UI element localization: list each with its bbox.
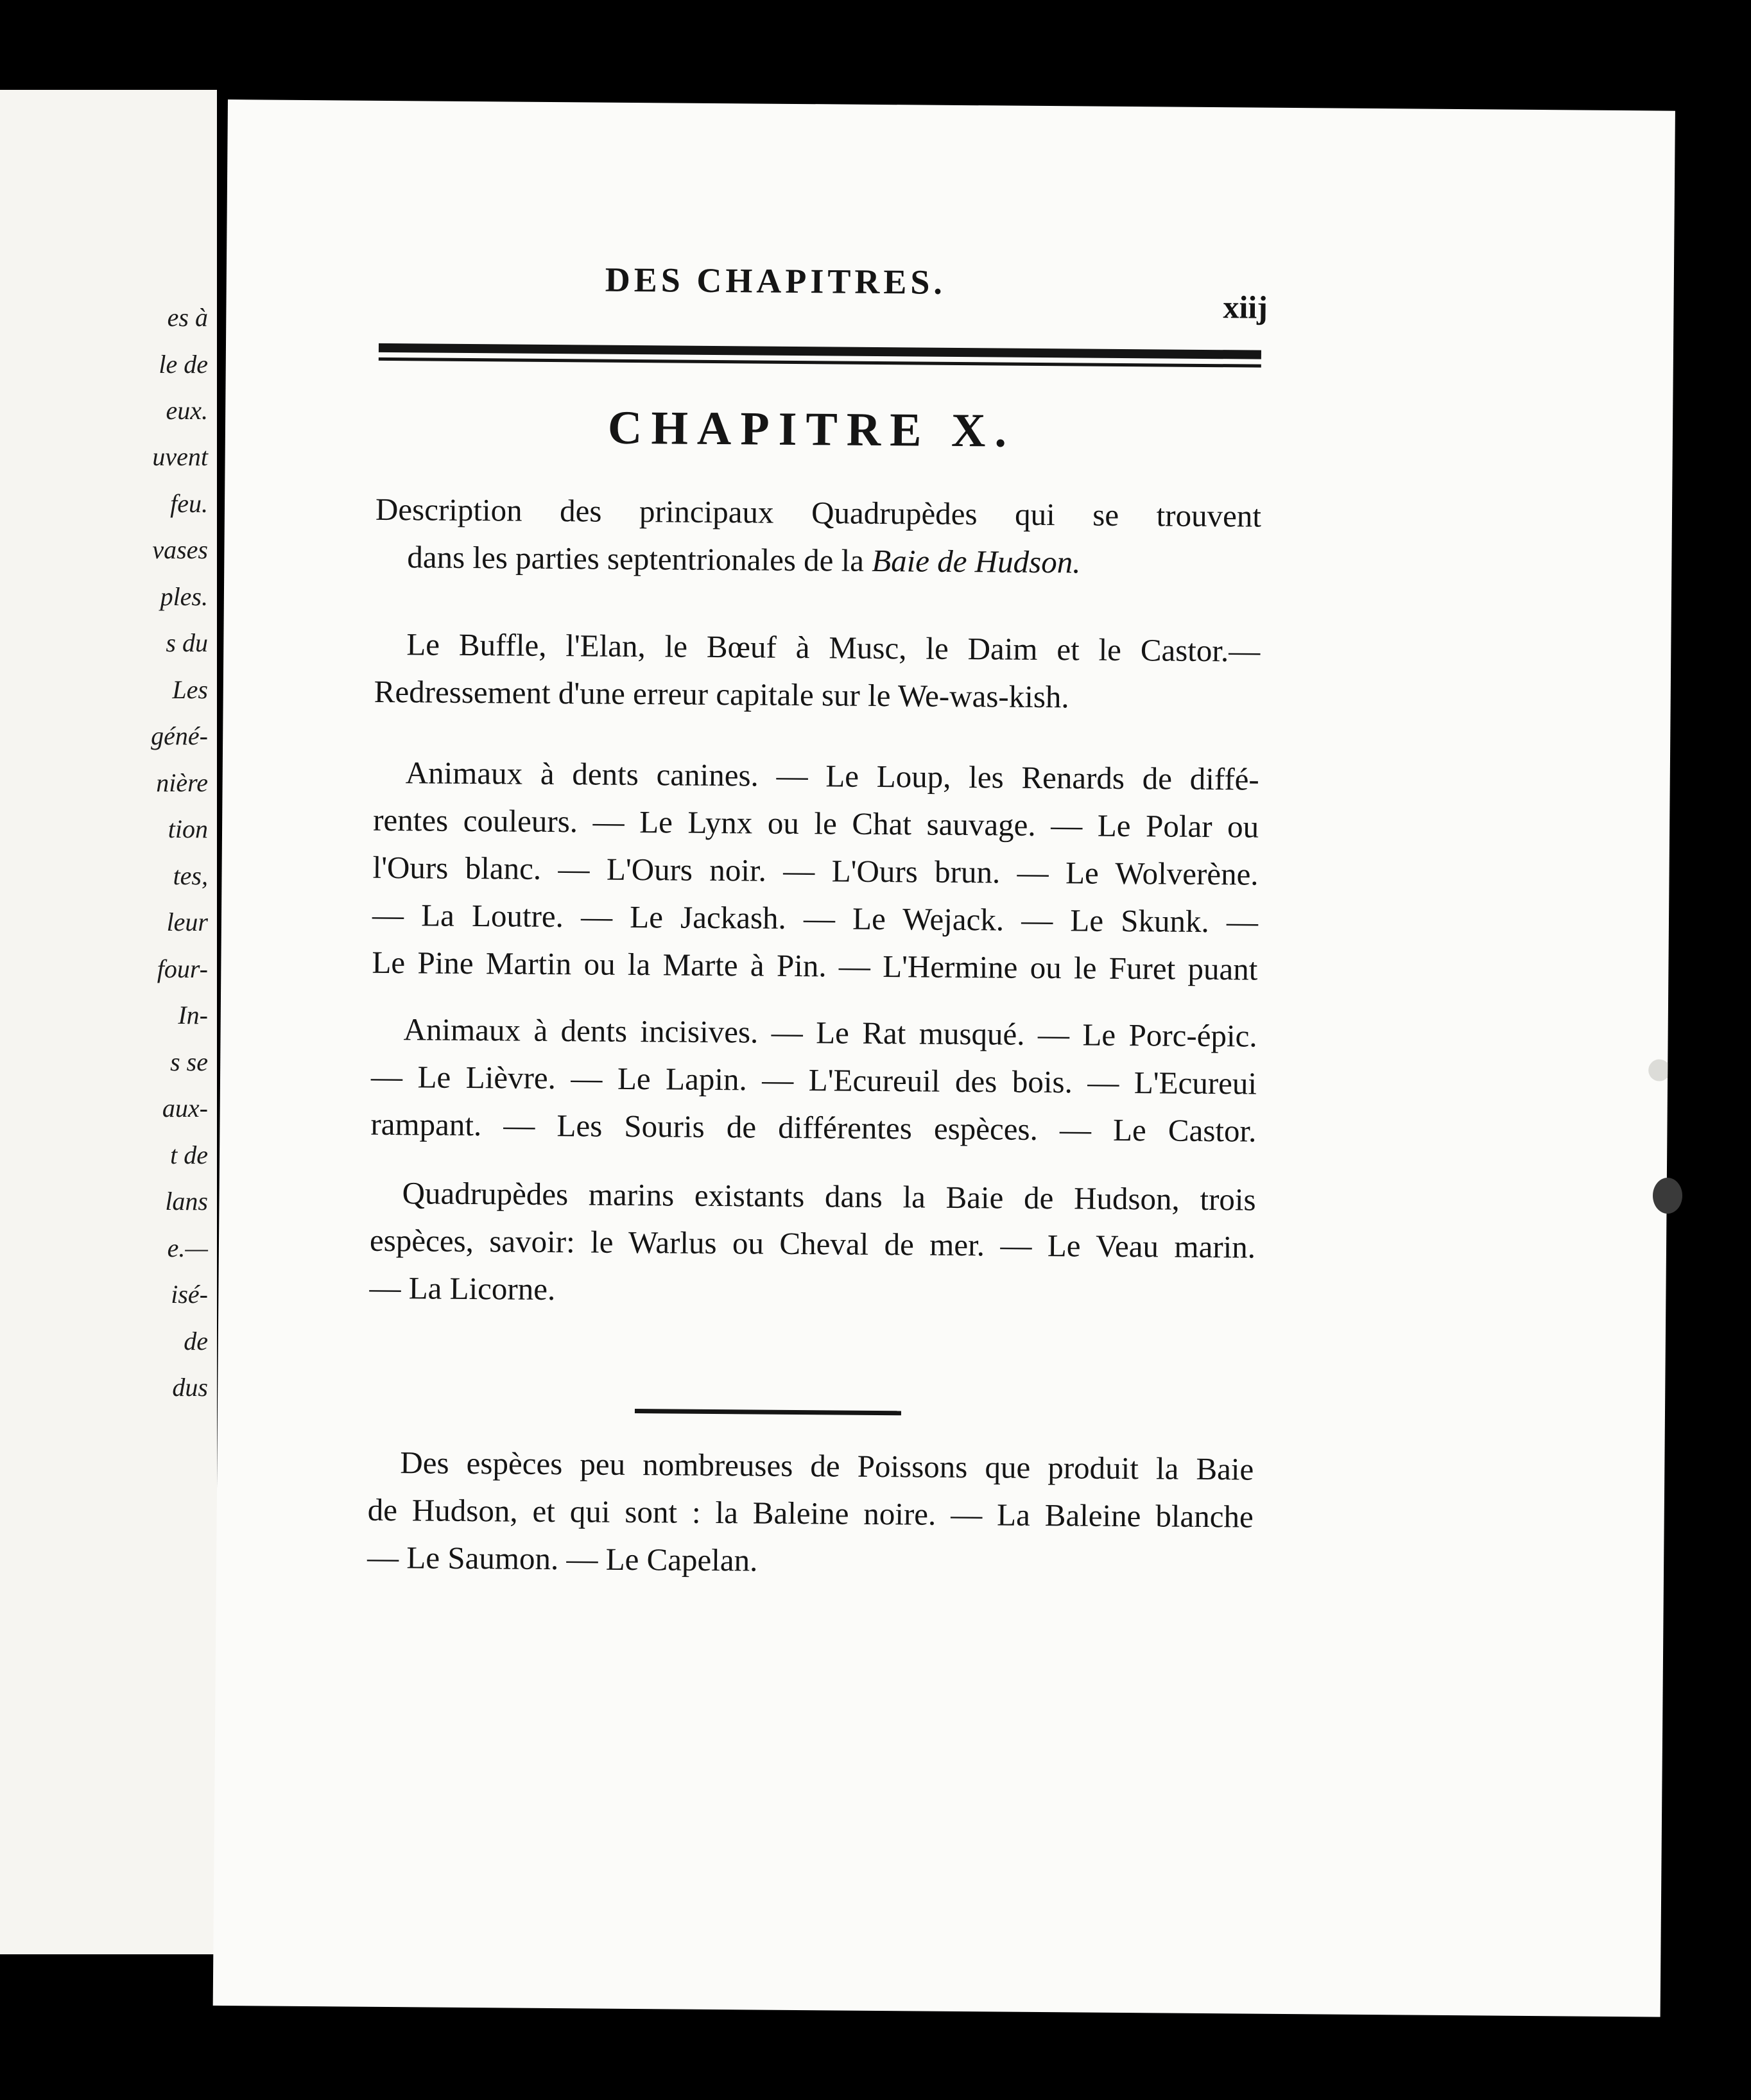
- facing-page-line: s du: [166, 628, 208, 657]
- section-separator: [635, 1409, 901, 1415]
- chapter-description-text: dans les parties septentrionales de la: [407, 539, 872, 578]
- facing-page-line: le de: [159, 350, 208, 379]
- summary-line: — Le Lièvre. — Le Lapin. — L'Ecureuil des bois. — L'Ecureui: [370, 1058, 1257, 1101]
- summary-line: Des espèces peu nombreuses de Poissons que produit la Baie: [400, 1445, 1254, 1487]
- facing-page-line: de: [184, 1327, 208, 1356]
- summary-line: espèces, savoir: le Warlus ou Cheval de mer. — Le Veau marin.: [369, 1222, 1256, 1265]
- facing-page-line: t de: [170, 1140, 208, 1169]
- summary-line: de Hudson, et qui sont : la Baleine noire. — La Baleine blanche: [367, 1492, 1254, 1535]
- summary-line: Animaux à dents canines. — Le Loup, les Renards de diffé-: [405, 755, 1259, 797]
- facing-page-line: géné-: [151, 721, 208, 750]
- chapter-description-line: [375, 533, 1261, 588]
- facing-page-line: uvent: [152, 442, 208, 471]
- facing-page-line: tes,: [173, 861, 208, 890]
- facing-page-line: ples.: [160, 582, 208, 611]
- facing-page-fragment: [0, 90, 217, 1954]
- header-rule-thin: [379, 357, 1261, 368]
- summary-line: Redressement d'une erreur capitale sur le We-was-kish.: [374, 673, 1069, 715]
- summary-paragraph: [370, 1006, 1257, 1155]
- facing-page-line: feu.: [170, 489, 208, 518]
- page-number: xiij: [1223, 289, 1268, 325]
- summary-paragraph: [369, 1169, 1256, 1319]
- facing-page-line: eux.: [166, 396, 208, 425]
- summary-line: — La Licorne.: [369, 1269, 556, 1307]
- summary-line: — La Loutre. — Le Jackash. — Le Wejack. — Le Skunk. —: [372, 897, 1259, 940]
- facing-page-line: vases: [152, 535, 208, 564]
- facing-page-line: es à: [167, 303, 208, 332]
- summary-line: l'Ours blanc. — L'Ours noir. — L'Ours brun. — Le Wolverène.: [372, 849, 1259, 892]
- summary-line: Le Pine Martin ou la Marte à Pin. — L'Hermine ou le Furet puant: [372, 944, 1258, 987]
- chapter-title: CHAPITRE X.: [607, 401, 1016, 458]
- facing-page-line: isé-: [171, 1280, 208, 1309]
- summary-paragraph: [367, 1439, 1254, 1588]
- running-head: DES CHAPITRES.: [605, 260, 947, 302]
- paper-blemish: [1648, 1059, 1670, 1081]
- facing-page-line: leur: [166, 908, 208, 936]
- facing-page-line: s se: [170, 1047, 208, 1076]
- summary-paragraph: [372, 749, 1259, 994]
- summary-line: Quadrupèdes marins existants dans la Baie de Hudson, trois: [402, 1175, 1256, 1218]
- facing-page-line: e.—: [167, 1234, 208, 1262]
- facing-page-line: nière: [156, 768, 208, 797]
- facing-page-line: In-: [178, 1001, 208, 1029]
- summary-paragraph: [374, 621, 1260, 723]
- facing-page-line: aux-: [162, 1094, 208, 1123]
- header-rule-thick: [379, 343, 1261, 359]
- summary-line: Animaux à dents incisives. — Le Rat musqué. — Le Porc-épic.: [403, 1011, 1257, 1054]
- book-page: [213, 99, 1675, 2017]
- facing-page-line: tion: [168, 814, 208, 843]
- facing-page-line: lans: [165, 1187, 208, 1216]
- summary-line: Le Buffle, l'Elan, le Bœuf à Musc, le Daim et le Castor.—: [406, 626, 1261, 669]
- facing-page-line: four-: [157, 954, 208, 983]
- summary-line: rentes couleurs. — Le Lynx ou le Chat sauvage. — Le Polar ou: [372, 802, 1259, 845]
- chapter-description: [375, 486, 1262, 540]
- summary-line: — Le Saumon. — Le Capelan.: [367, 1539, 758, 1578]
- facing-page-line: Les: [172, 675, 208, 704]
- facing-page-line: dus: [172, 1373, 208, 1402]
- chapter-description-line: Description des principaux Quadrupèdes qui se trouvent: [375, 491, 1262, 534]
- scan-ink-spot: [1653, 1178, 1682, 1214]
- chapter-description-place: Baie de Hudson.: [872, 542, 1081, 580]
- summary-line: rampant. — Les Souris de différentes espèces. — Le Castor.: [370, 1106, 1257, 1149]
